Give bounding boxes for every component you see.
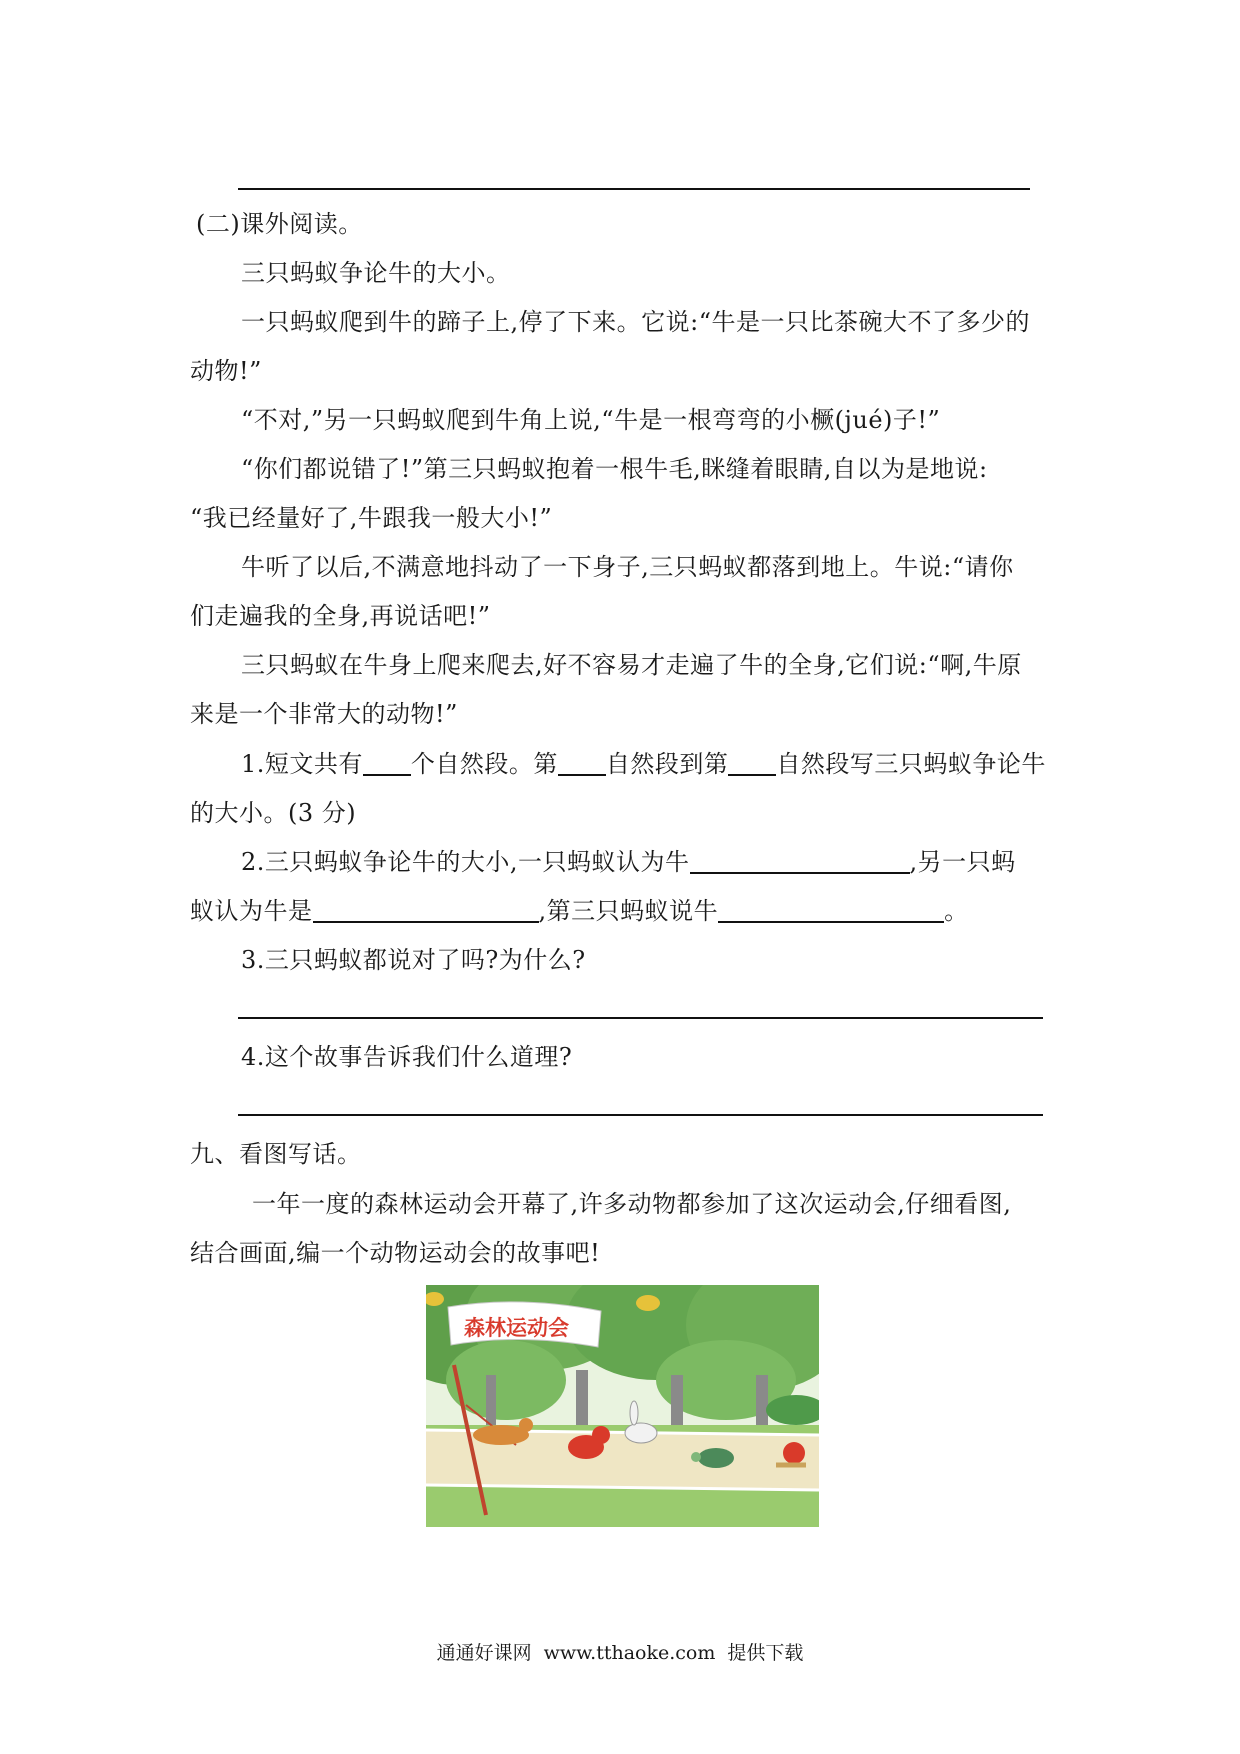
question-2-text-e: 。: [944, 897, 969, 925]
paragraph-5-line-1: 三只蚂蚁在牛身上爬来爬去,好不容易才走遍了牛的全身,它们说:“啊,牛原: [241, 651, 1022, 679]
banner-text: 森林运动会: [464, 1316, 569, 1340]
paragraph-5-line-2: 来是一个非常大的动物!”: [190, 700, 458, 728]
paragraph-4-line-1: 牛听了以后,不满意地抖动了一下身子,三只蚂蚁都落到地上。牛说:“请你: [241, 553, 1014, 581]
question-1-blank-1[interactable]: [363, 752, 411, 776]
footer-site-name: 通通好课网: [436, 1642, 532, 1664]
writing-prompt-line-2: 结合画面,编一个动物运动会的故事吧!: [190, 1239, 601, 1267]
forest-sports-meeting-illustration: [426, 1285, 819, 1527]
question-1-text-d: 自然段写三只蚂蚁争论牛: [776, 750, 1046, 778]
answer-line-top[interactable]: [238, 188, 1030, 190]
footer-suffix: 提供下载: [727, 1642, 804, 1664]
page-footer: [0, 1638, 1240, 1665]
question-1-text-b: 个自然段。第: [410, 750, 558, 778]
question-2-text-a: 2.三只蚂蚁争论牛的大小,一只蚂蚁认为牛: [241, 848, 690, 876]
writing-prompt-line-1: 一年一度的森林运动会开幕了,许多动物都参加了这次运动会,仔细看图,: [252, 1190, 1012, 1218]
question-2-line-1: [241, 846, 1016, 878]
forest-sports-meeting-picture: [426, 1285, 819, 1527]
writing-heading: 九、看图写话。: [190, 1140, 362, 1168]
question-2-blank-2[interactable]: [313, 899, 539, 923]
question-1-text-a: 1.短文共有: [241, 750, 363, 778]
question-3: 3.三只蚂蚁都说对了吗?为什么?: [241, 946, 586, 974]
footer-url[interactable]: www.tthaoke.com: [543, 1642, 716, 1664]
reading-heading: (二)课外阅读。: [196, 210, 363, 238]
question-2-text-d: ,第三只蚂蚁说牛: [538, 897, 719, 925]
question-1-line-1: [241, 748, 1046, 780]
paragraph-3-line-2: “我已经量好了,牛跟我一般大小!”: [190, 504, 553, 532]
question-2-blank-1[interactable]: [690, 850, 910, 874]
question-2-text-b: ,另一只蚂: [909, 848, 1016, 876]
question-4: 4.这个故事告诉我们什么道理?: [241, 1043, 573, 1071]
paragraph-3-line-1: “你们都说错了!”第三只蚂蚁抱着一根牛毛,眯缝着眼睛,自以为是地说:: [241, 455, 988, 483]
paragraph-4-line-2: 们走遍我的全身,再说话吧!”: [190, 602, 491, 630]
question-2-text-c: 蚁认为牛是: [190, 897, 313, 925]
paragraph-1-line-1: 一只蚂蚁爬到牛的蹄子上,停了下来。它说:“牛是一只比茶碗大不了多少的: [241, 308, 1030, 336]
question-4-answer-line[interactable]: [238, 1114, 1043, 1116]
question-1-line-2: 的大小。(3 分): [190, 799, 357, 827]
question-2-blank-3[interactable]: [718, 899, 944, 923]
question-3-answer-line[interactable]: [238, 1017, 1043, 1019]
question-1-text-c: 自然段到第: [605, 750, 729, 778]
paragraph-1-line-2: 动物!”: [190, 357, 262, 385]
paragraph-2-line-1: “不对,”另一只蚂蚁爬到牛角上说,“牛是一根弯弯的小橛(jué)子!”: [241, 406, 941, 434]
reading-title: 三只蚂蚁争论牛的大小。: [241, 259, 511, 287]
question-1-blank-3[interactable]: [728, 752, 776, 776]
question-2-line-2: [190, 895, 969, 927]
question-1-blank-2[interactable]: [558, 752, 606, 776]
